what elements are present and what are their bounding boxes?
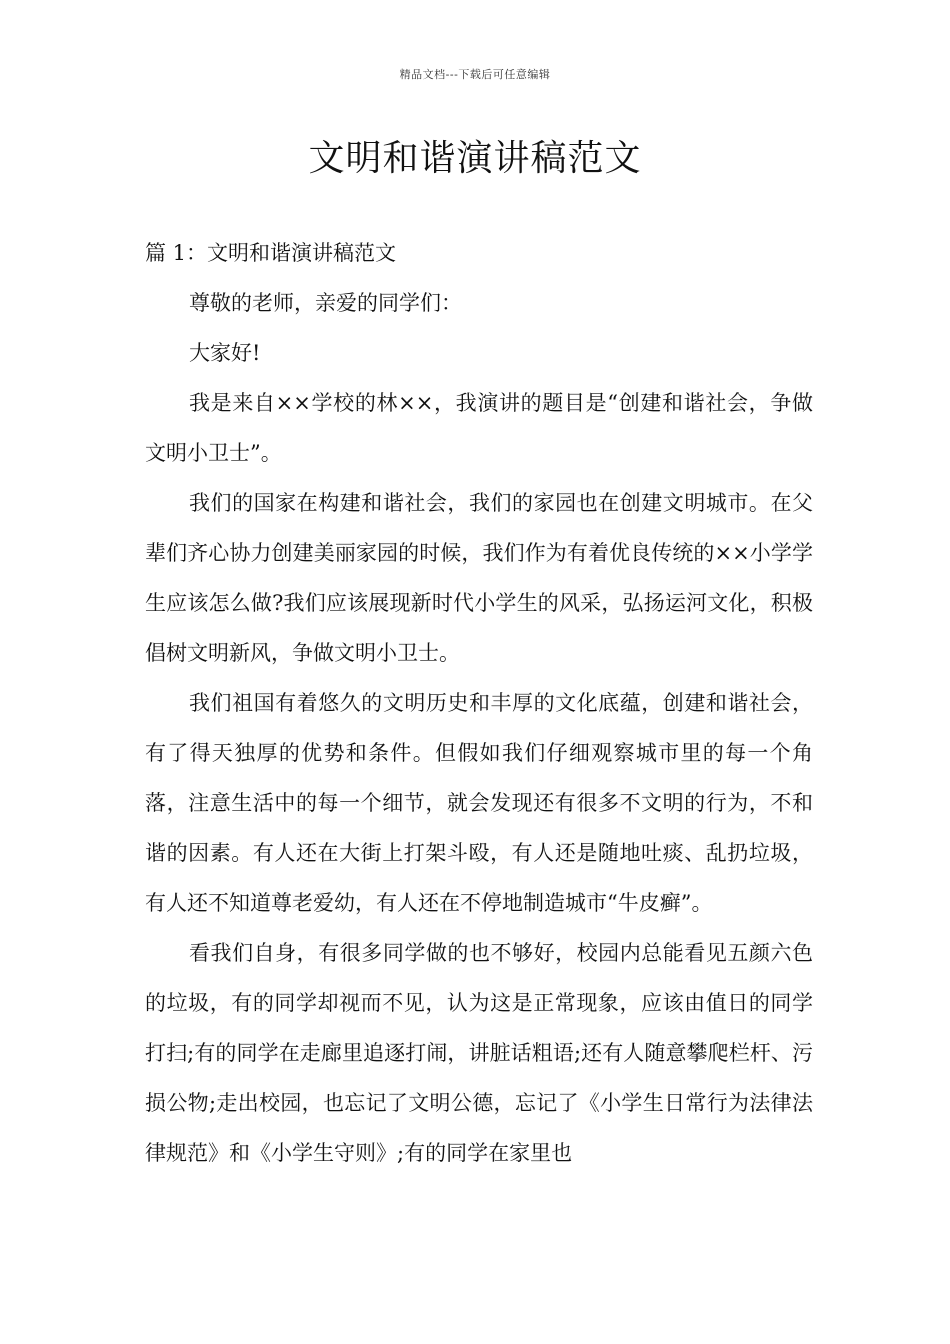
section-heading: 篇 1：文明和谐演讲稿范文	[145, 241, 397, 265]
header-note: 精品文档---下载后可任意编辑	[399, 68, 551, 81]
document-body	[145, 228, 813, 1178]
paragraph-body: 我们的国家在构建和谐社会，我们的家园也在创建文明城市。在父辈们齐心协力创建美丽家园的时候，我们作为有着优良传统的××小学学生应该怎么做?我们应该展现新时代小学生的风采，弘扬运河文化，积极倡树文明新风，争做文明小卫士。	[145, 491, 813, 665]
document-title: 文明和谐演讲稿范文	[308, 138, 642, 179]
paragraph-greeting: 大家好!	[189, 341, 261, 365]
paragraph-introduction: 我是来自××学校的林××，我演讲的题目是“创建和谐社会，争做文明小卫士”。	[145, 391, 813, 465]
paragraph-body: 我们祖国有着悠久的文明历史和丰厚的文化底蕴，创建和谐社会，有了得天独厚的优势和条件。但假如我们仔细观察城市里的每一个角落，注意生活中的每一个细节，就会发现还有很多不文明的行为，不和谐的因素。有人还在大街上打架斗殴，有人还是随地吐痰、乱扔垃圾，有人还不知道尊老爱幼，有人还在不停地制造城市“牛皮癣”。	[145, 691, 813, 915]
paragraph-salutation: 尊敬的老师，亲爱的同学们：	[189, 291, 462, 315]
paragraph-body: 看我们自身，有很多同学做的也不够好，校园内总能看见五颜六色的垃圾，有的同学却视而不见，认为这是正常现象，应该由值日的同学打扫;有的同学在走廊里追逐打闹，讲脏话粗语;还有人随意攀爬栏杆、污损公物;走出校园，也忘记了文明公德，忘记了《小学生日常行为法律法律规范》和《小学生守则》;有的同学在家里也	[145, 941, 813, 1165]
